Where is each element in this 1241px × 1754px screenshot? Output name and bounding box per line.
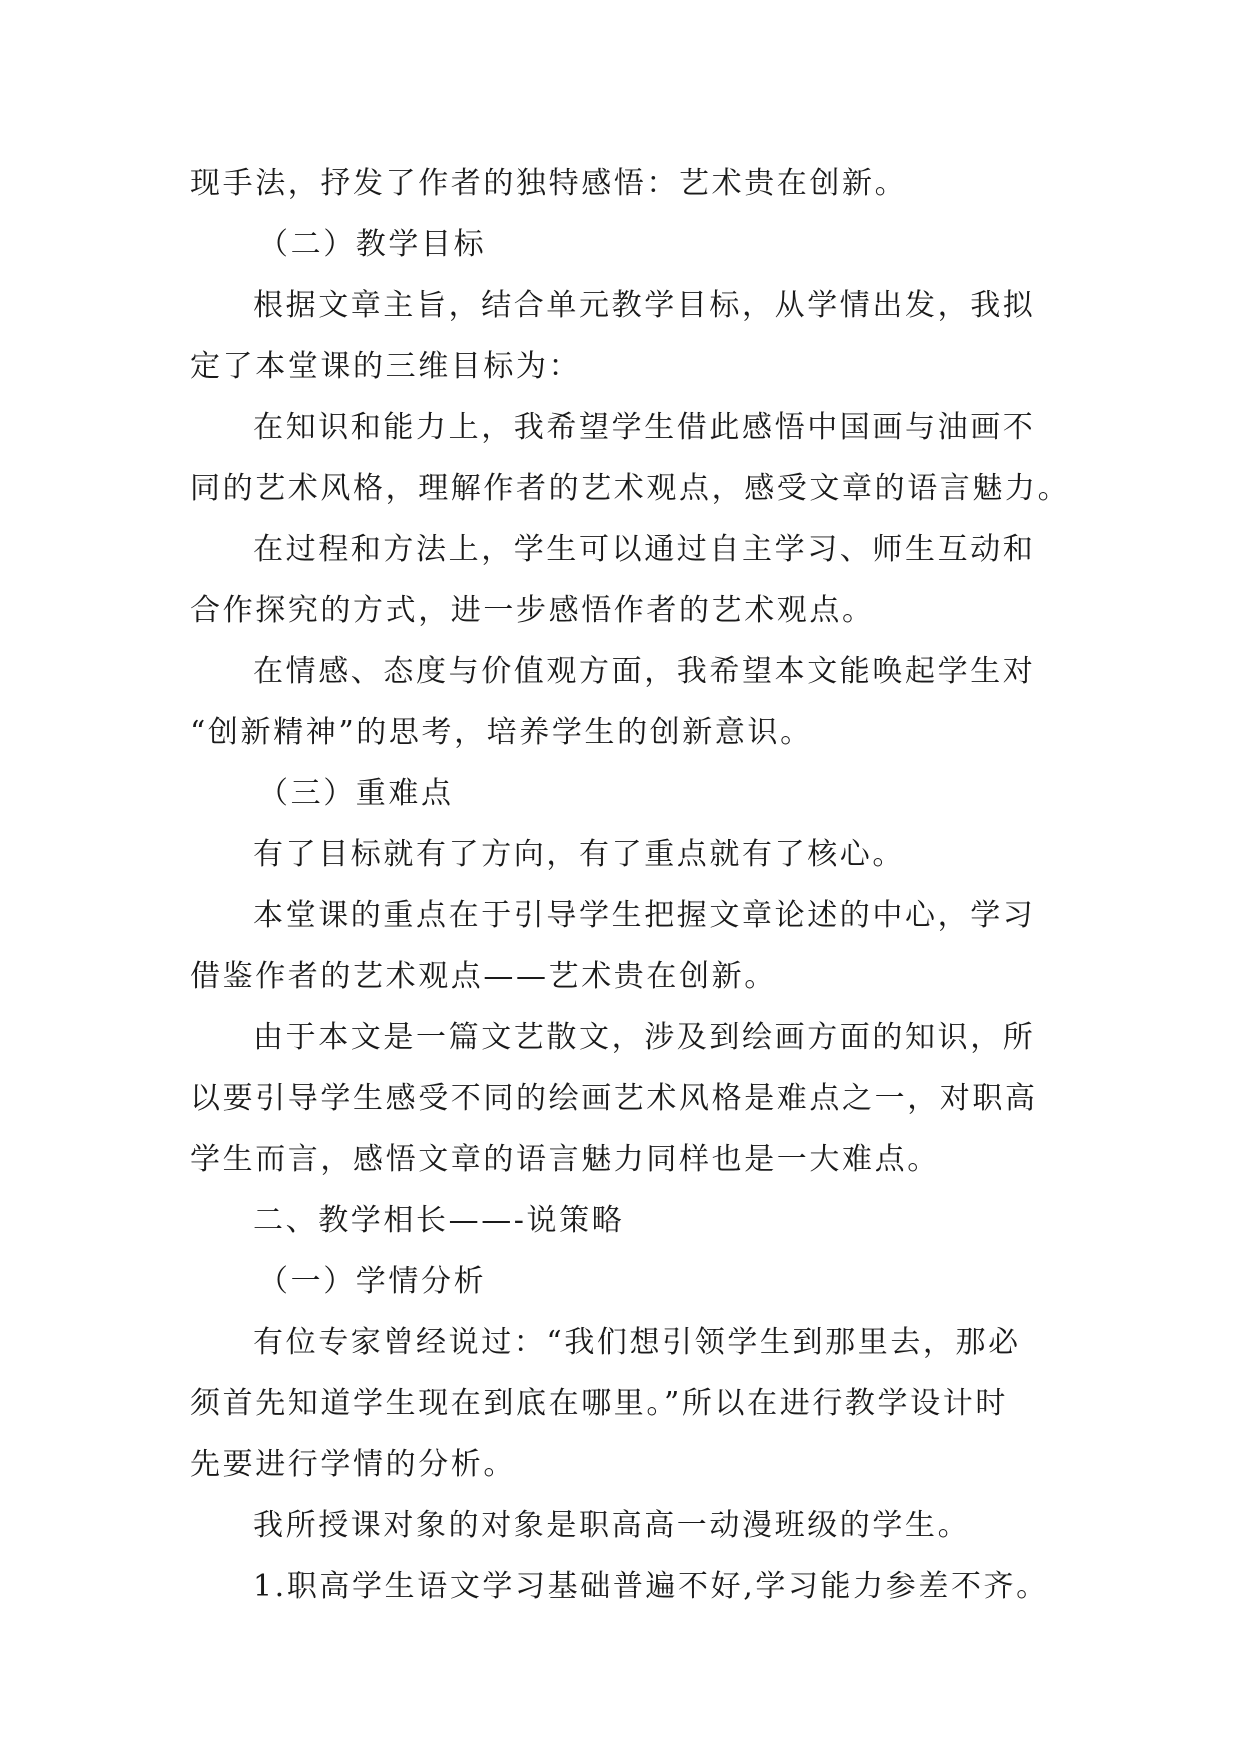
paragraph-line: “创新精神”的思考，培养学生的创新意识。 bbox=[190, 715, 813, 750]
paragraph-line: 有位专家曾经说过：“我们想引领学生到那里去，那必 bbox=[253, 1325, 1021, 1360]
paragraph-line: 由于本文是一篇文艺散文，涉及到绘画方面的知识，所 bbox=[253, 1020, 1036, 1055]
paragraph-line: 先要进行学情的分析。 bbox=[190, 1447, 516, 1482]
paragraph-line: 以要引导学生感受不同的绘画艺术风格是难点之一，对职高 bbox=[190, 1081, 1038, 1116]
paragraph-line: 借鉴作者的艺术观点——艺术贵在创新。 bbox=[190, 959, 777, 994]
paragraph-line: 1.职高学生语文学习基础普遍不好,学习能力参差不齐。 bbox=[253, 1569, 1049, 1604]
section-heading: （二）教学目标 bbox=[258, 227, 487, 262]
paragraph-line: 本堂课的重点在于引导学生把握文章论述的中心，学习 bbox=[253, 898, 1036, 933]
paragraph-line: 有了目标就有了方向，有了重点就有了核心。 bbox=[253, 837, 905, 872]
section-heading: （一）学情分析 bbox=[258, 1264, 487, 1299]
paragraph-line: 同的艺术风格，理解作者的艺术观点，感受文章的语言魅力。 bbox=[190, 471, 1071, 506]
paragraph-line: 须首先知道学生现在到底在哪里。”所以在进行教学设计时 bbox=[190, 1386, 1008, 1421]
paragraph-line: 在知识和能力上，我希望学生借此感悟中国画与油画不 bbox=[253, 410, 1036, 445]
paragraph-line: 在过程和方法上，学生可以通过自主学习、师生互动和 bbox=[253, 532, 1036, 567]
section-heading: （三）重难点 bbox=[258, 776, 454, 811]
paragraph-line: 学生而言，感悟文章的语言魅力同样也是一大难点。 bbox=[190, 1142, 940, 1177]
paragraph-line: 定了本堂课的三维目标为： bbox=[190, 349, 582, 384]
paragraph-line: 根据文章主旨，结合单元教学目标，从学情出发，我拟 bbox=[253, 288, 1036, 323]
paragraph-line: 合作探究的方式，进一步感悟作者的艺术观点。 bbox=[190, 593, 875, 628]
paragraph-line: 在情感、态度与价值观方面，我希望本文能唤起学生对 bbox=[253, 654, 1036, 689]
paragraph-line: 现手法，抒发了作者的独特感悟：艺术贵在创新。 bbox=[190, 166, 908, 201]
section-heading: 二、教学相长——-说策略 bbox=[253, 1203, 625, 1238]
paragraph-line: 我所授课对象的对象是职高高一动漫班级的学生。 bbox=[253, 1508, 971, 1543]
